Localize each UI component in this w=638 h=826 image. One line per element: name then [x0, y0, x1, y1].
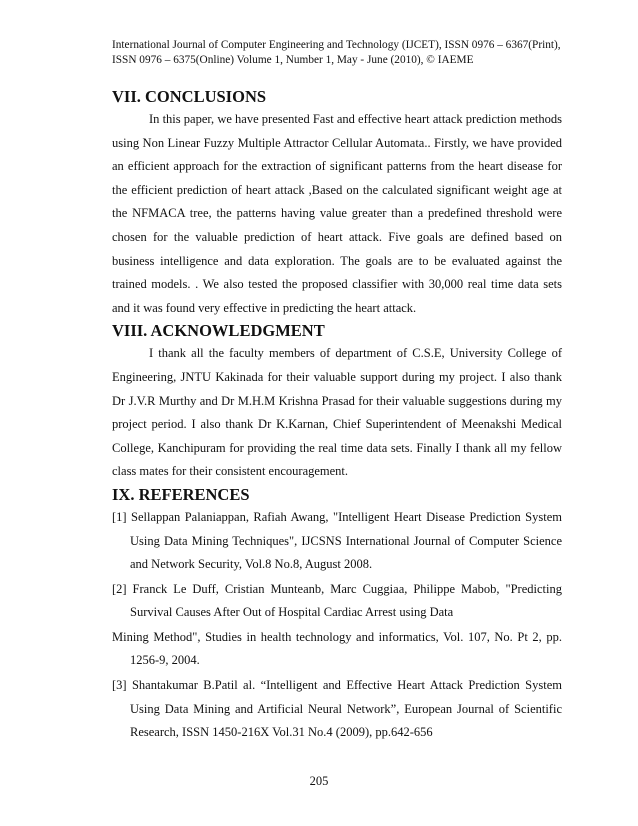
- header-line-1: International Journal of Computer Engineering and Technology (IJCET), ISSN 0976 – 6367(Print),: [112, 39, 561, 51]
- conclusions-paragraph: In this paper, we have presented Fast and effective heart attack prediction methods using Non Linear Fuzzy Multiple Attractor Cellular Automata.. Firstly, we have provided an efficient approach for the extraction of significant patterns from the heart disease for the efficient prediction of heart attack ,Based on the calculated significant weight age at the NFMACA tree, the patterns having value greater than a predefined threshold were chosen for the valuable prediction of heart attack. Five goals are defined based on business intelligence and data exploration. The goals are to be evaluated against the trained models. . We also tested the proposed classifier with 30,000 real time data sets and it was found very effective in predicting the heart attack.: [112, 112, 562, 315]
- acknowledgment-section: [112, 320, 562, 484]
- conclusions-section: [112, 86, 562, 320]
- acknowledgment-paragraph: I thank all the faculty members of department of C.S.E, University College of Engineering, JNTU Kakinada for their valuable support during my project. I also thank Dr J.V.R Murthy and Dr M.H.M Krishna Prasad for their valuable suggestions during my project period. I also thank Dr K.Karnan, Chief Superintendent of Meenakshi Medical College, Kanchipuram for providing the real time data sets. Finally I thank all my fellow class mates for their consistent encouragement.: [112, 346, 562, 479]
- references-heading: IX. REFERENCES: [112, 484, 250, 504]
- reference-item-1: [1] Sellappan Palaniappan, Rafiah Awang, "Intelligent Heart Disease Prediction System Using Data Mining Techniques", IJCSNS International Journal of Computer Science and Network Security, Vol.8 No.8, August 2008.: [112, 509, 562, 572]
- reference-item-3: [3] Shantakumar B.Patil al. “Intelligent and Effective Heart Attack Prediction System Using Data Mining and Artificial Neural Network”, European Journal of Scientific Research, ISSN 1450-216X Vol.31 No.4 (2009), pp.642-656: [112, 678, 562, 740]
- header-line-2: ISSN 0976 – 6375(Online) Volume 1, Number 1, May - June (2010), © IAEME: [112, 53, 474, 66]
- reference-item-2-continued: Mining Method", Studies in health technology and informatics, Vol. 107, No. Pt 2, pp. 1256-9, 2004.: [112, 629, 562, 668]
- reference-item-2: [2] Franck Le Duff, Cristian Munteanb, Marc Cuggiaa, Philippe Mabob, "Predicting Survival Causes After Out of Hospital Cardiac Arrest using Data: [112, 581, 562, 620]
- acknowledgment-heading: VIII. ACKNOWLEDGMENT: [112, 321, 325, 341]
- page-number: 205: [309, 774, 329, 788]
- references-section: [112, 484, 562, 745]
- page-content: [112, 86, 562, 746]
- conclusions-heading: VII. CONCLUSIONS: [112, 87, 267, 106]
- reference-list: [112, 506, 562, 745]
- journal-header: [112, 38, 561, 68]
